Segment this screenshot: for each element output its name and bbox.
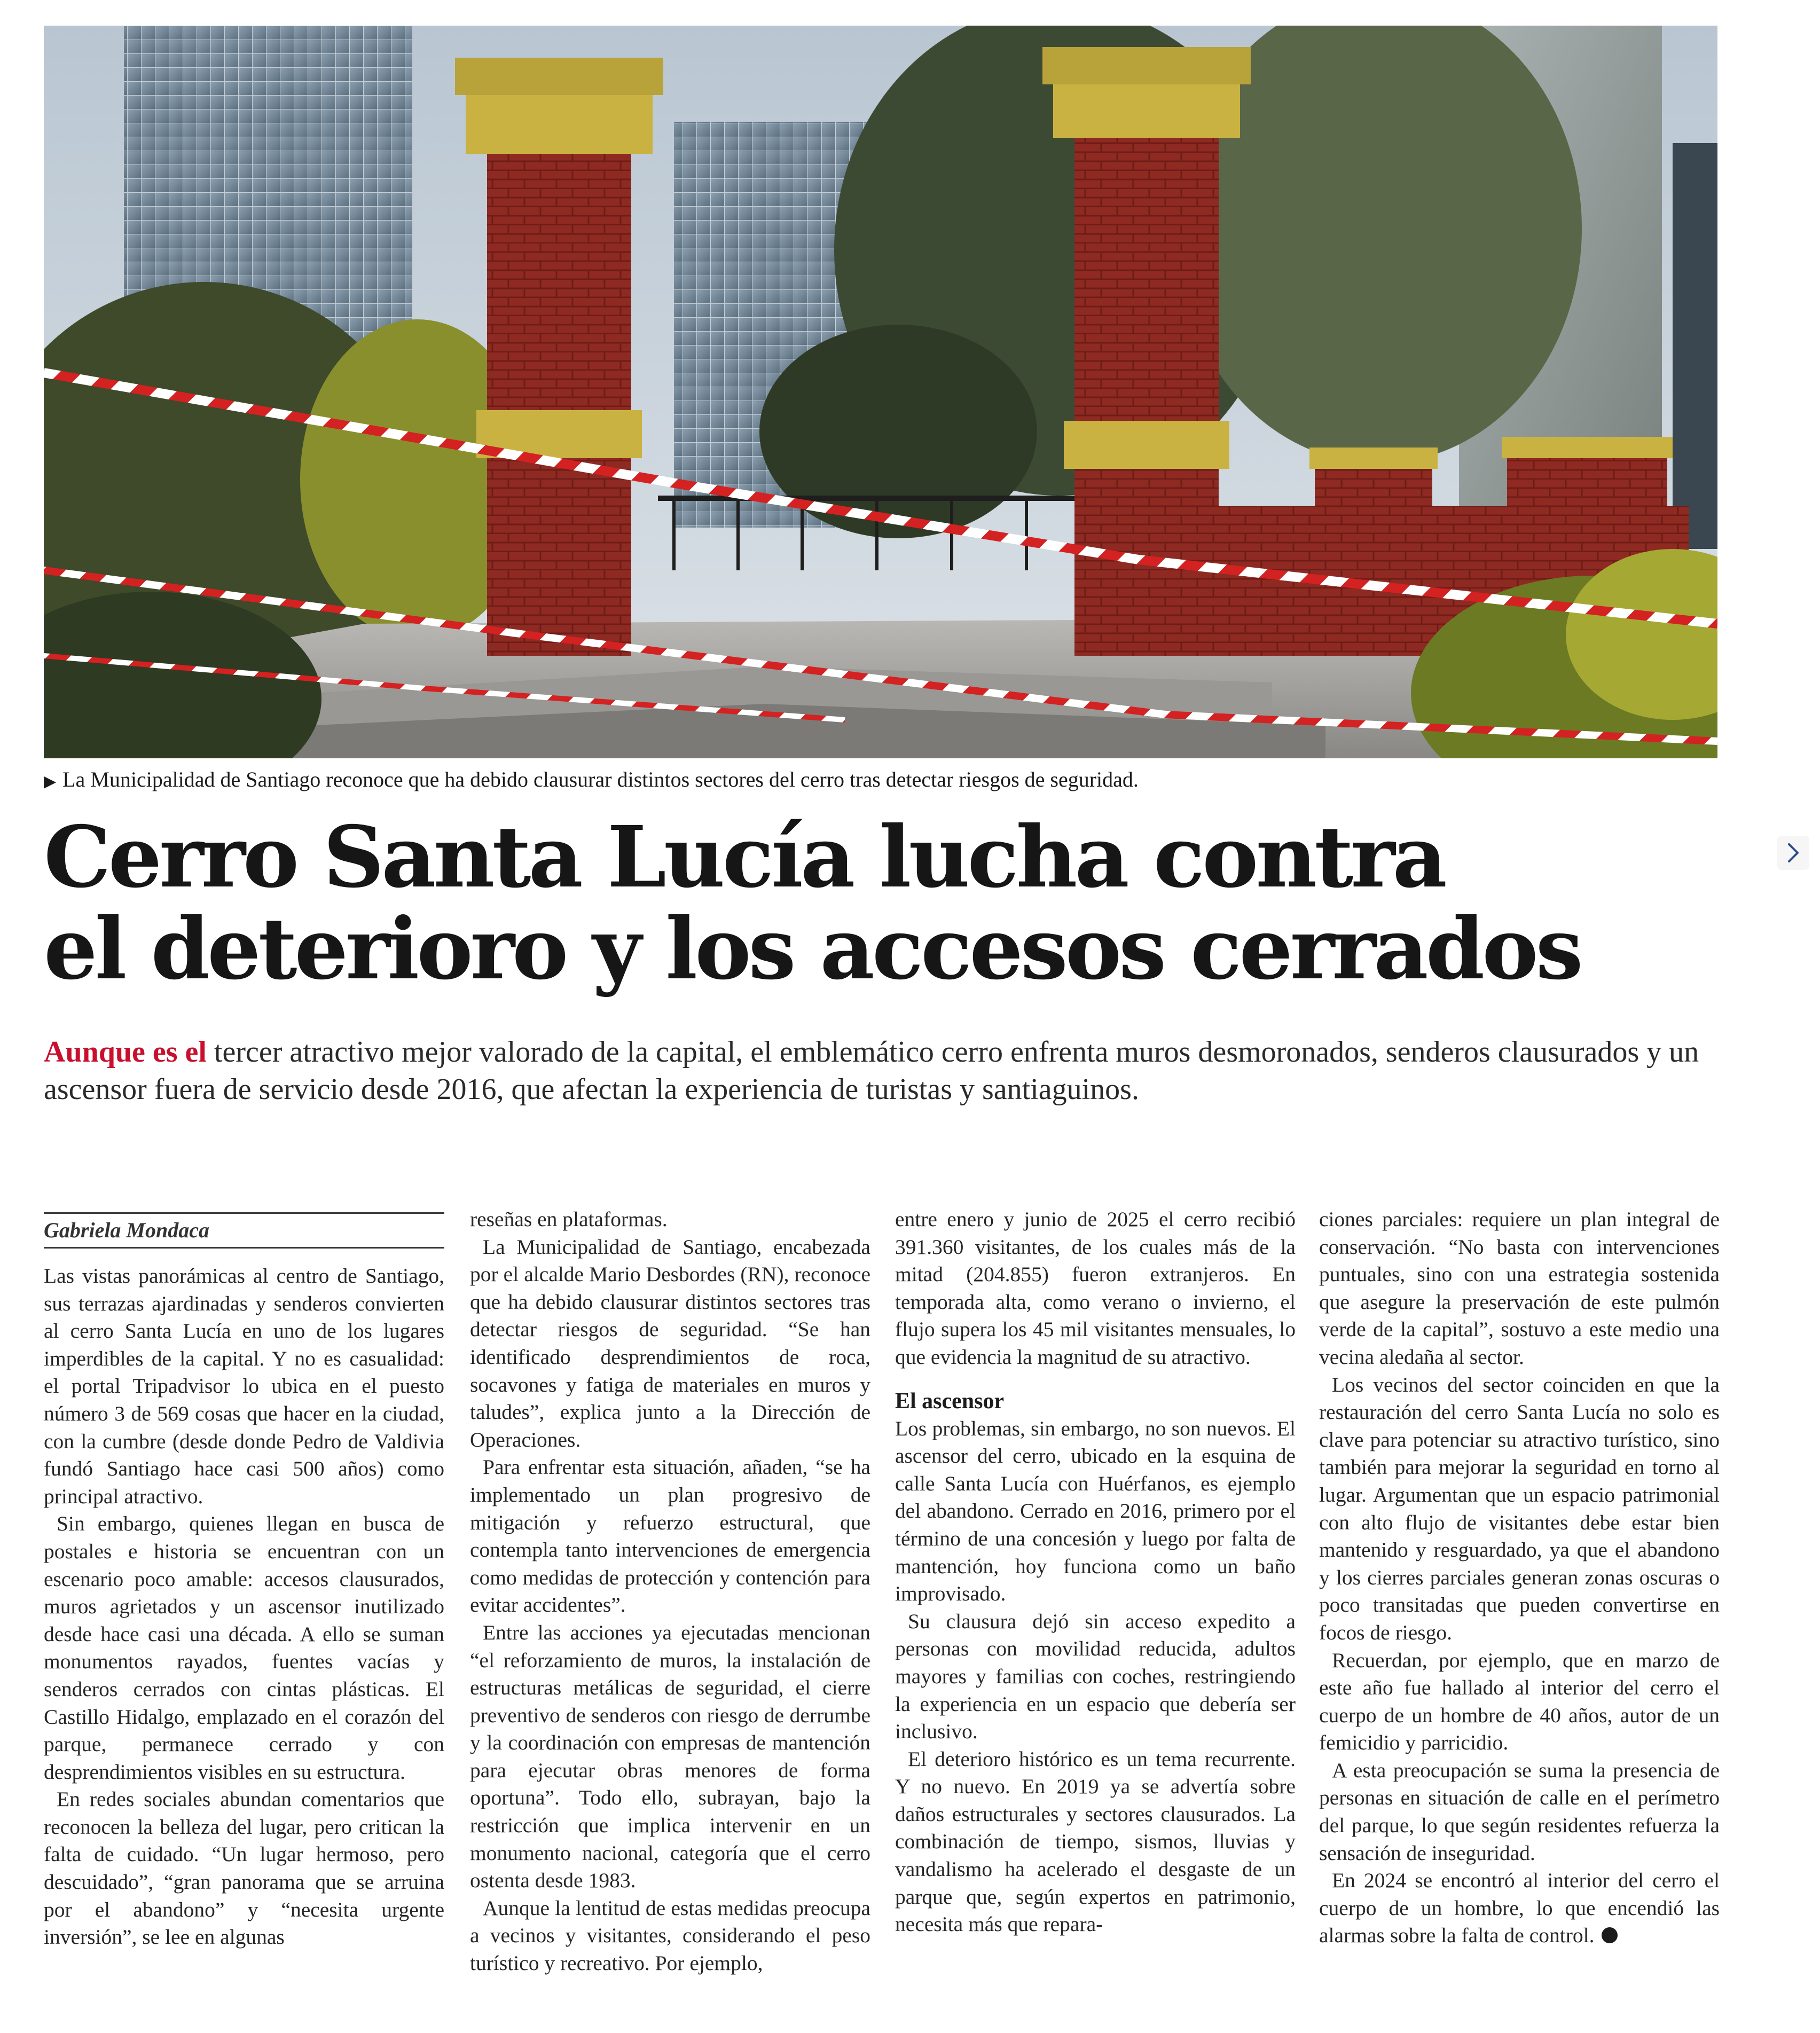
next-page-button[interactable] (1777, 836, 1809, 870)
body-column-1 (44, 1206, 444, 1951)
photo-caption (44, 766, 1717, 796)
paragraph: Aunque la lentitud de estas medidas preocupa a vecinos y visitantes, considerando el peso turístico y recreativo. Por ejemplo, (470, 1896, 870, 1975)
end-of-article-icon (1602, 1927, 1618, 1943)
paragraph: Recuerdan, por ejemplo, que en marzo de este año fue hallado al interior del cerro el cuerpo de un hombre de 40 años, autor de un femicidio y parricidio. (1319, 1648, 1720, 1755)
triangle-right-icon: ▶ (44, 773, 57, 790)
paragraph: La Municipalidad de Santiago, encabezada por el alcalde Mario Desbordes (RN), reconoce que ha debido clausurar distintos sectores tras detectar riesgos de seguridad. “Se han identificado desprendimientos de roca, socavones y fatiga de materiales en muros y taludes”, explica junto a la Dirección de Operaciones. (470, 1235, 870, 1451)
headline (44, 808, 1646, 999)
body-column-3 (895, 1206, 1296, 1938)
headline-line-2: el deterioro y los accesos cerrados (44, 900, 1581, 999)
paragraph: ciones parciales: requiere un plan integral de conservación. “No basta con intervenciones puntuales, sino con una estrategia sostenida que asegure la preservación de este pulmón verde de la capital”, sostuvo a este medio una vecina aledaña al sector. (1319, 1207, 1720, 1369)
paragraph: entre enero y junio de 2025 el cerro recibió 391.360 visitantes, de los cuales más de la mitad (204.855) fueron extranjeros. En temporada alta, como verano o invierno, el flujo supera los 45 mil visitantes mensuales, lo que evidencia la magnitud de su atractivo. (895, 1207, 1296, 1369)
body-column-4 (1319, 1206, 1720, 1950)
paragraph: reseñas en plataformas. (470, 1207, 668, 1231)
article-photo (44, 26, 1717, 758)
paragraph: Sin embargo, quienes llegan en busca de postales e historia se encuentran con un escenario poco amable: accesos clausurados, muros agrietados y un ascensor inutilizado desde hace casi una década. A ello se suman monumentos rayados, fuentes vacías y senderos cerrados con cintas plásticas. El Castillo Hidalgo, emplazado en el corazón del parque, permanece cerrado y con desprendimientos visibles en su estructura. (44, 1512, 444, 1784)
paragraph: A esta preocupación se suma la presencia de personas en situación de calle en el perímetro del parque, lo que según residentes refuerza la sensación de inseguridad. (1319, 1758, 1720, 1865)
paragraph: Para enfrentar esta situación, añaden, “se ha implementado un plan progresivo de mitigación y refuerzo estructural, que contempla tanto intervenciones de emergencia como medidas de protección y contención para evitar accidentes”. (470, 1455, 870, 1617)
body-column-2 (470, 1206, 870, 1977)
paragraph: Entre las acciones ya ejecutadas mencionan “el reforzamiento de muros, la instalación de estructuras metálicas de seguridad, el cierre preventivo de senderos con riesgo de derrumbe y la coordinación con empresas de mantención para ejecutar obras menores de forma oportuna”. Todo ello, subrayan, bajo la restricción que implica intervenir en un monumento nacional, categoría que el cerro ostenta desde 1983. (470, 1620, 870, 1893)
section-subhead: El ascensor (895, 1388, 1005, 1414)
chevron-right-icon (1783, 840, 1804, 866)
paragraph: Los vecinos del sector coinciden en que la restauración del cerro Santa Lucía no solo es clave para potenciar su atractivo turístico, sino también para mejorar la seguridad en torno al lugar. Argumentan que un espacio patrimonial con alto flujo de visitantes debe estar bien mantenido y resguardado, ya que el abandono y los cierres parciales generan zonas oscuras o poco transitadas que pueden convertirse en focos de riesgo. (1319, 1372, 1720, 1644)
article-deck (44, 1033, 1717, 1108)
paragraph: Los problemas, sin embargo, no son nuevos. El ascensor del cerro, ubicado en la esquina de calle Santa Lucía con Huérfanos, es ejemplo del abandono. Cerrado en 2016, primero por el término de una concesión y luego por falta de mantención, hoy funciona como un baño improvisado. (895, 1416, 1296, 1606)
paragraph: El deterioro histórico es un tema recurrente. Y no nuevo. En 2019 ya se advertía sobre daños estructurales y sectores clausurados. La combinación de tiempo, sismos, lluvias y vandalismo ha acelerado el desgaste de un parque que, según expertos en patrimonio, necesita más que repara- (895, 1747, 1296, 1936)
byline: Gabriela Mondaca (44, 1218, 209, 1242)
deck-text: tercer atractivo mejor valorado de la capital, el emblemático cerro enfrenta muros desmoronados, senderos clausurados y un ascensor fuera de servicio desde 2016, que afectan la experiencia de turistas y santiaguinos. (44, 1035, 1699, 1106)
headline-line-1: Cerro Santa Lucía lucha contra (44, 808, 1445, 907)
paragraph: Su clausura dejó sin acceso expedito a personas con movilidad reducida, adultos mayores y familias con coches, restringiendo la experiencia en un espacio que debería ser inclusivo. (895, 1609, 1296, 1744)
deck-lead: Aunque es el (44, 1035, 207, 1069)
photo-caption-text: La Municipalidad de Santiago reconoce que ha debido clausurar distintos sectores del cerro tras detectar riesgos de seguridad. (62, 767, 1139, 791)
byline-rule (44, 1212, 444, 1249)
paragraph: Las vistas panorámicas al centro de Santiago, sus terrazas ajardinadas y senderos convierten al cerro Santa Lucía en uno de los lugares imperdibles de la capital. Y no es casualidad: el portal Tripadvisor lo ubica en el puesto número 3 de 569 cosas que hacer en la ciudad, con la cumbre (desde donde Pedro de Valdivia fundó Santiago hace casi 500 años) como principal atractivo. (44, 1264, 444, 1508)
final-paragraph (1319, 1867, 1720, 1950)
paragraph: En redes sociales abundan comentarios que reconocen la belleza del lugar, pero critican la falta de cuidado. “Un lugar hermoso, pero descuidado”, “gran panorama que se arruina por el abandono” y “necesita urgente inversión”, se lee en algunas (44, 1787, 444, 1949)
final-paragraph-text: En 2024 se encontró al interior del cerro el cuerpo de un hombre, lo que encendió las alarmas sobre la falta de control. (1319, 1869, 1720, 1948)
cerro-santa-lucia-photo (44, 26, 1717, 758)
